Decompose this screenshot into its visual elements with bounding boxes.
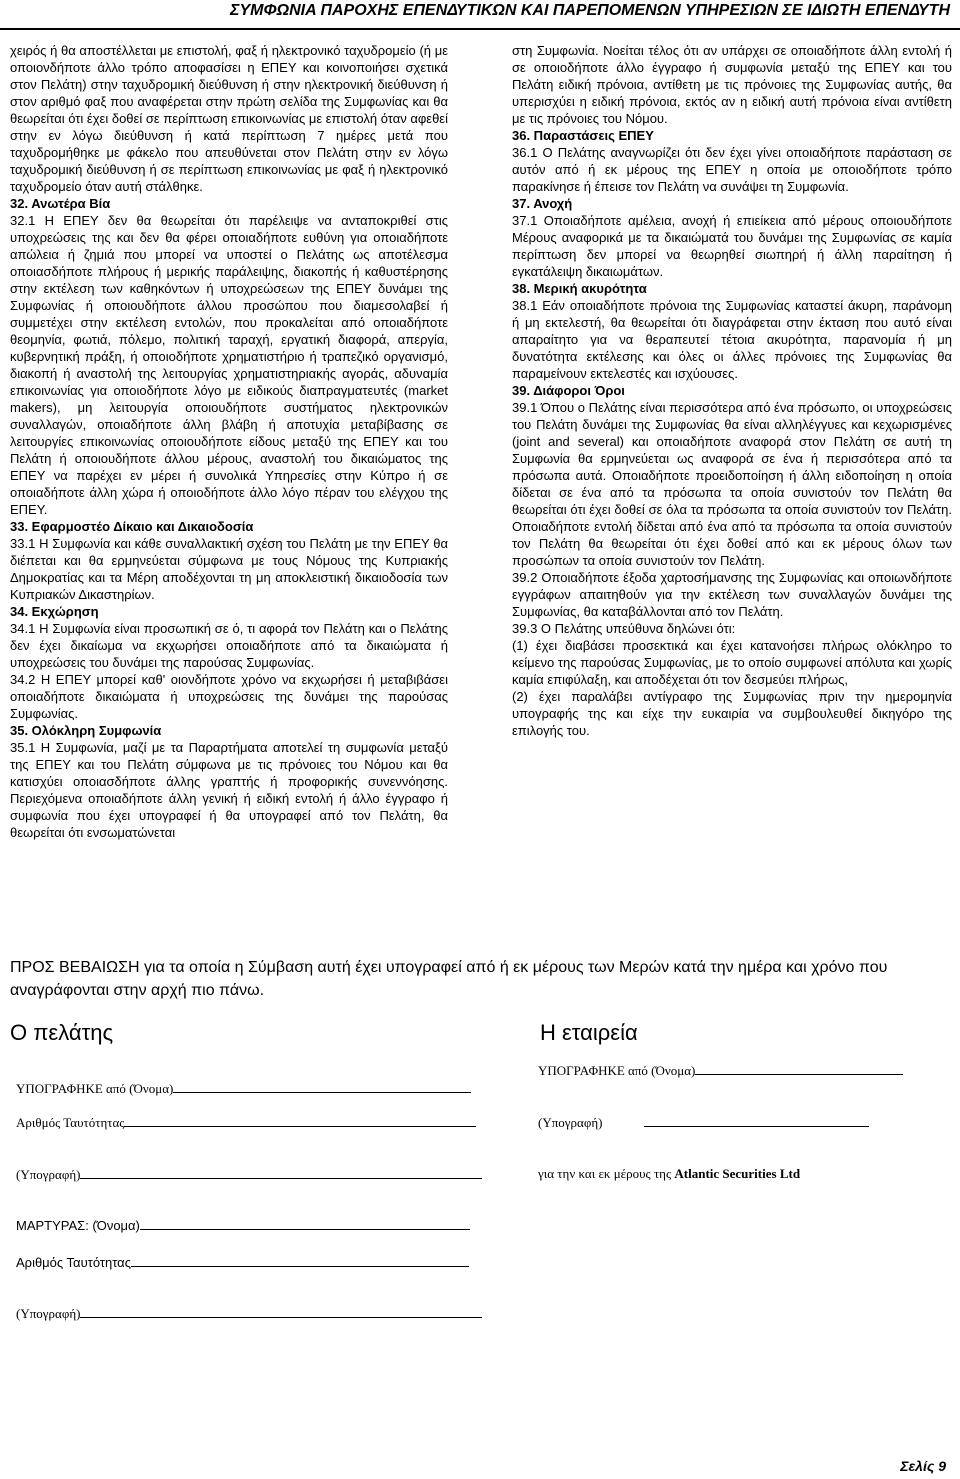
paragraph: 37.1 Οποιαδήποτε αμέλεια, ανοχή ή επιείκεια από μέρους οποιουδήποτε Μέρους αναφορικά με τα δικαιώματά του δυνάμει της Συμφωνίας σε καμία περίπτωση δεν μπορεί να θεωρηθεί σιωπηρή ή άλλη παραίτηση ή εγκατάλειψη δικαιωμάτων.	[512, 213, 952, 279]
section-heading: 37. Ανοχή	[512, 196, 573, 211]
client-title: Ο πελάτης	[10, 1020, 114, 1045]
paragraph: 39.2 Οποιαδήποτε έξοδα χαρτοσήμανσης της Συμφωνίας και οποιωνδήποτε εγγράφων απαιτηθούν για την εκτέλεση των συναλλαγών δυνάμει της Συμφωνίας, θα καταβάλλονται από τον Πελάτη.	[512, 570, 952, 619]
paragraph: στη Συμφωνία. Νοείται τέλος ότι αν υπάρχει σε οποιαδήποτε άλλη εντολή ή σε οποιοδήποτε άλλο έγγραφο ή συμφωνία μεταξύ της ΕΠΕΥ και του Πελάτη ειδική πρόνοια, αντίθετη με τις πρόνοιες της Συμφωνίας αυτής, θα υπερισχύει η ειδική πρόνοια, εκτός αν η ειδική αυτή πρόνοια είναι αντίθετη με τις πρόνοιες του Νόμου.	[512, 43, 952, 126]
paragraph: 34.1 Η Συμφωνία είναι προσωπική σε ό, τι αφορά τον Πελάτη και ο Πελάτης δεν έχει δικαίωμα να εκχωρήσει οποιαδήποτε από τα δικαιώματα ή υποχρεώσεις του δυνάμει της παρούσας Συμφωνίας.	[10, 621, 448, 670]
client-signed-by-row	[16, 1080, 471, 1097]
company-signature-row	[538, 1114, 869, 1131]
witness-id-row	[16, 1254, 469, 1270]
page-number: Σελίς 9	[900, 1458, 946, 1474]
company-on-behalf-row	[538, 1166, 800, 1182]
client-id-line[interactable]	[124, 1114, 476, 1127]
section-heading: 38. Μερική ακυρότητα	[512, 281, 647, 296]
company-name: Atlantic Securities Ltd	[674, 1166, 801, 1181]
client-signature-line[interactable]	[80, 1166, 482, 1179]
client-signed-by-label: ΥΠΟΓΡΑΦΗΚΕ από (Όνομα)	[16, 1081, 174, 1096]
client-id-label: Αριθμός Ταυτότητας	[16, 1115, 125, 1130]
paragraph: 39.1 Όπου ο Πελάτης είναι περισσότερα από ένα πρόσωπο, οι υποχρεώσεις του Πελάτη δυνάμει της Συμφωνίας θα είναι αλληλέγγυες και κεχωρισμένες (joint and several) και οποιαδήποτε αναφορά στον Πελάτη σε αυτή τη Συμφωνία θα ερμηνεύεται ως αναφορά σε ένα ή περισσότερα από τα πρόσωπα αυτά. Οποιαδήποτε προειδοποίηση ή άλλη ειδοποίηση η οποία δίδεται σε ένα από τα πρόσωπα τα οποία συνιστούν τον Πελάτη θα θεωρείται ότι έχει δοθεί σε όλα τα πρόσωπα τα οποία συνιστούν τον Πελάτη. Οποιαδήποτε εντολή δίδεται από ένα από τα πρόσωπα τα οποία συνιστούν τον Πελάτη θα θεωρείται ότι έχει δοθεί από και εκ μέρους όλων των προσώπων τα οποία συνιστούν τον Πελάτη.	[512, 400, 952, 568]
acknowledgement-text: ΠΡΟΣ ΒΕΒΑΙΩΣΗ για τα οποία η Σύμβαση αυτή έχει υπογραφεί από ή εκ μέρους των Μερών κατά την ημέρα και χρόνο που αναγράφονται στην αρχή πιο πάνω.	[10, 959, 888, 999]
document-title: ΣΥΜΦΩΝΙΑ ΠΑΡΟΧΗΣ ΕΠΕΝΔΥΤΙΚΩΝ ΚΑΙ ΠΑΡΕΠΟΜΕΝΩΝ ΥΠΗΡΕΣΙΩΝ ΣΕ ΙΔΙΩΤΗ ΕΠΕΝΔΥΤΗ	[230, 2, 950, 19]
paragraph: 39.3 Ο Πελάτης υπεύθυνα δηλώνει ότι:	[512, 621, 736, 636]
company-signature-line[interactable]	[644, 1114, 869, 1127]
company-signature-label: (Υπογραφή)	[538, 1115, 603, 1130]
section-heading: 39. Διάφοροι Όροι	[512, 383, 625, 398]
witness-id-line[interactable]	[131, 1254, 469, 1267]
paragraph: 33.1 Η Συμφωνία και κάθε συναλλακτική σχέση του Πελάτη με την ΕΠΕΥ θα διέπεται και θα ερμηνεύεται σύμφωνα με τους Νόμους της Κυπριακής Δημοκρατίας και τα Μέρη αποδέχονται τη μη αποκλειστική δικαιοδοσία των Κυπριακών Δικαστηρίων.	[10, 536, 448, 602]
paragraph: 38.1 Εάν οποιαδήποτε πρόνοια της Συμφωνίας καταστεί άκυρη, παράνομη ή μη εκτελεστή, θα θεωρείται ότι διαγράφεται στην έκταση που αυτό είναι απαραίτητο για να θεραπευτεί τέτοια ακυρότητα, παρανομία ή μη δυνατότητα εκτέλεσης και όλες οι άλλες πρόνοιες της Συμφωνίας θα παραμείνουν εκτελεστές και ισχύουσες.	[512, 298, 952, 381]
paragraph: (1) έχει διαβάσει προσεκτικά και έχει κατανοήσει πλήρως ολόκληρο το κείμενο της παρούσας Συμφωνίας, με το οποίο συμφωνεί απόλυτα και χωρίς καμία επιφύλαξη, και αποδέχεται ότι τον δεσμεύει πλήρως,	[512, 638, 952, 687]
paragraph: (2) έχει παραλάβει αντίγραφο της Συμφωνίας πριν την ημερομηνία υπογραφής της και είχε την ευκαιρία να συμβουλευθεί δικηγόρο της επιλογής του.	[512, 689, 952, 738]
section-heading: 32. Ανωτέρα Βία	[10, 196, 111, 211]
witness-id-label: Αριθμός Ταυτότητας	[16, 1255, 131, 1270]
witness-name-label: ΜΑΡΤΥΡΑΣ: (Όνομα)	[16, 1218, 140, 1233]
section-heading: 34. Εκχώρηση	[10, 604, 99, 619]
paragraph: 34.2 Η ΕΠΕΥ μπορεί καθ' οιονδήποτε χρόνο να εκχωρήσει ή μεταβιβάσει οποιαδήποτε δικαιώματα ή υποχρεώσεις της δυνάμει της παρούσας Συμφωνίας.	[10, 672, 448, 721]
witness-signature-line[interactable]	[80, 1305, 482, 1318]
paragraph: χειρός ή θα αποστέλλεται με επιστολή, φαξ ή ηλεκτρονικό ταχυδρομείο (ή με οποιονδήποτε άλλο τρόπο αποφασίσει η ΕΠΕΥ και κοινοποιήσει σχετικά στον Πελάτη) στην ταχυδρομική διεύθυνση ή στην ηλεκτρονική διεύθυνση ή στον αριθμό φαξ που αναφέρεται στην πρώτη σελίδα της Συμφωνίας και θα θεωρείται ότι έχει δοθεί σε περίπτωση επικοινωνίας με επιστολή όταν αφεθεί στην εν λόγω διεύθυνση ή κατά περίπτωση 7 ημέρες μετά που ταχυδρομήθηκε με φάκελο που απευθύνεται στον Πελάτη στην εν λόγω ταχυδρομική διεύθυνση ή σε περίπτωση επικοινωνίας με φαξ ή ηλεκτρονικό ταχυδρομείο όταν αυτή στάλθηκε.	[10, 43, 448, 194]
page-header	[0, 0, 960, 30]
section-heading: 35. Ολόκληρη Συμφωνία	[10, 723, 162, 738]
paragraph: 36.1 Ο Πελάτης αναγνωρίζει ότι δεν έχει γίνει οποιαδήποτε παράσταση σε αυτόν από ή εκ μέρους της ΕΠΕΥ η οποία με οποιοδήποτε τρόπο παρακίνησε ή έπεισε τον Πελάτη να συνάψει τη Συμφωνία.	[512, 145, 952, 194]
witness-signature-label: (Υπογραφή)	[16, 1306, 81, 1321]
client-signature-row	[16, 1166, 482, 1183]
company-signed-by-label: ΥΠΟΓΡΑΦΗΚΕ από (Όνομα)	[538, 1063, 696, 1078]
client-id-row	[16, 1114, 476, 1131]
company-title: Η εταιρεία	[540, 1020, 638, 1045]
right-column	[512, 42, 952, 739]
paragraph: 35.1 Η Συμφωνία, μαζί με τα Παραρτήματα αποτελεί τη συμφωνία μεταξύ της ΕΠΕΥ και του Πελάτη σύμφωνα με τις πρόνοιες του Νόμου και θα κατισχύει οποιασδήποτε άλλης γραπτής ή προφορικής συνεννόησης. Περιεχόμενα οποιαδήποτε άλλη γενική ή ειδική εντολή ή άλλο έγγραφο ή συμφωνία που έχει υπογραφεί ή θα υπογραφεί από τον Πελάτη, θα θεωρείται ότι ενσωματώνεται	[10, 740, 448, 840]
paragraph: 32.1 Η ΕΠΕΥ δεν θα θεωρείται ότι παρέλειψε να ανταποκριθεί στις υποχρεώσεις της και δεν θα φέρει οποιαδήποτε ευθύνη για οποιαδήποτε απώλεια ή ζημιά που μπορεί να υποστεί ο Πελάτης ως αποτέλεσμα οποιασδήποτε πλήρους ή μερικής παράλειψης, διακοπής ή καθυστέρησης στην εκτέλεση των καθηκόντων ή υποχρεώσεων της ΕΠΕΥ δυνάμει της Συμφωνίας ή οποιουδήποτε άλλου προσώπου που διαμεσολαβεί ή συμμετέχει στην εκτέλεση εντολών, που προκαλείται από οποιαδήποτε θεομηνία, φωτιά, πόλεμο, πολιτική ταραχή, εργατική διαφορά, απεργία, κυβερνητική πράξη, ή οποιοδήποτε χρηματιστήριο ή τραπεζικό οργανισμό, διακοπή ή αναστολή της λειτουργίας χρηματιστηριακής αγοράς, αδυναμία επικοινωνίας για οποιοδήποτε λόγο με ειδικούς διαπραγματευτές (market makers), μη λειτουργία οποιουδήποτε συστήματος ηλεκτρονικών συναλλαγών, οποιαδήποτε άλλη βλάβη ή αποτυχία μεταβίβασης σε λειτουργίες επικοινωνίας οποιουδήποτε είδους μεταξύ της ΕΠΕΥ και του Πελάτη ή οποιουδήποτε άλλου μέρους, αναστολή του δικαιώματος της ΕΠΕΥ να παρέχει εν μέρει ή συνολικά Υπηρεσίες στην Κύπρο ή σε οποιαδήποτε άλλη χώρα ή οποιοδήποτε άλλο λόγο πέραν του ελέγχου της ΕΠΕΥ.	[10, 213, 448, 517]
client-name-line[interactable]	[173, 1080, 471, 1093]
company-name-line[interactable]	[695, 1062, 903, 1075]
section-heading: 36. Παραστάσεις ΕΠΕΥ	[512, 128, 654, 143]
witness-name-row	[16, 1217, 470, 1233]
section-heading: 33. Εφαρμοστέο Δίκαιο και Δικαιοδοσία	[10, 519, 254, 534]
company-on-behalf-label: για την και εκ μέρους της	[538, 1166, 672, 1181]
left-column	[10, 42, 448, 841]
witness-signature-row	[16, 1305, 482, 1322]
client-signature-label: (Υπογραφή)	[16, 1167, 81, 1182]
witness-name-line[interactable]	[140, 1217, 470, 1230]
company-signed-by-row	[538, 1062, 903, 1079]
